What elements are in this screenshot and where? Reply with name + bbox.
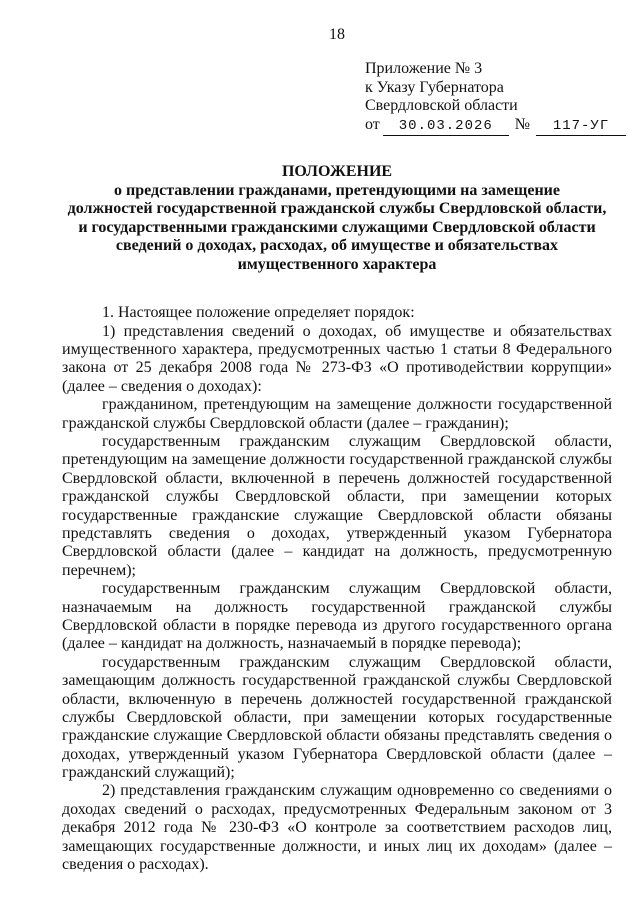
decree-date-number-line	[365, 116, 612, 136]
number-sign-label: №	[514, 116, 531, 134]
paragraph-2: 1) представления сведений о доходах, об имуществе и обязательствах имущественного характера, предусмотренных частью 1 статьи 8 Федерального закона от 25 декабря 2008 года № 273-ФЗ «О противодействии коррупции» (далее – сведения о доходах):	[62, 322, 612, 395]
appendix-line-3: Свердловской области	[365, 97, 518, 115]
paragraph-5: государственным гражданским служащим Свердловской области, назначаемым на должность государственной гражданской службы Свердловской области в порядке перевода из другого государственного органа (далее – кандидат на должность, назначаемый в порядке перевода);	[62, 580, 612, 653]
paragraph-4: государственным гражданским служащим Свердловской области, претендующим на замещение должности государственной гражданской службы Свердловской области, включенной в перечень должностей государственной гражданской службы Свердловской области, при замещении которых государственные гражданские служащие Свердловской области обязаны представлять сведения о доходах, утвержденный указом Губернатора Свердловской области (далее – кандидат на должность, предусмотренную перечнем);	[62, 433, 612, 579]
title-line-1: о представлении гражданами, претендующими на замещение	[114, 181, 560, 199]
paragraph-7: 2) представления гражданским служащим одновременно со сведениями о доходах сведений о расходах, предусмотренных Федеральным законом от 3 декабря 2012 года № 230-ФЗ «О контроле за соответствием расходов лиц, замещающих государственные должности, и иных лиц их доходам» (далее – сведения о расходах).	[62, 782, 612, 874]
date-field: 30.03.2026	[383, 118, 509, 136]
title-line-3: и государственными гражданскими служащими Свердловской области	[78, 218, 596, 236]
paragraph-6: государственным гражданским служащим Свердловской области, замещающим должность государственной гражданской службы Свердловской области, включенную в перечень должностей государственной гражданской службы Свердловской области, при замещении которых государственные гражданские служащие Свердловской области обязаны представлять сведения о доходах, утвержденный указом Губернатора Свердловской области (далее – гражданский служащий);	[62, 653, 612, 782]
page-content	[62, 26, 612, 874]
appendix-line-1: Приложение № 3	[365, 60, 483, 78]
page-number: 18	[329, 26, 345, 43]
document-body	[62, 304, 612, 874]
title-heading: ПОЛОЖЕНИЕ	[281, 163, 393, 181]
document-title	[62, 163, 612, 274]
decree-number-field: 117-УГ	[536, 118, 626, 136]
title-line-5: имущественного характера	[237, 255, 437, 273]
appendix-line-2: к Указу Губернатора	[365, 78, 504, 96]
paragraph-3: гражданином, претендующим на замещение должности государственной гражданской службы Свердловской области (далее – гражданин);	[62, 396, 612, 432]
appendix-header	[365, 60, 612, 136]
paragraph-1: 1. Настоящее положение определяет порядок:	[102, 304, 415, 322]
title-line-4: сведений о доходах, расходах, об имуществе и обязательствах	[115, 237, 559, 255]
date-label: от	[365, 116, 380, 134]
title-line-2: должностей государственной гражданской службы Свердловской области,	[67, 200, 607, 218]
